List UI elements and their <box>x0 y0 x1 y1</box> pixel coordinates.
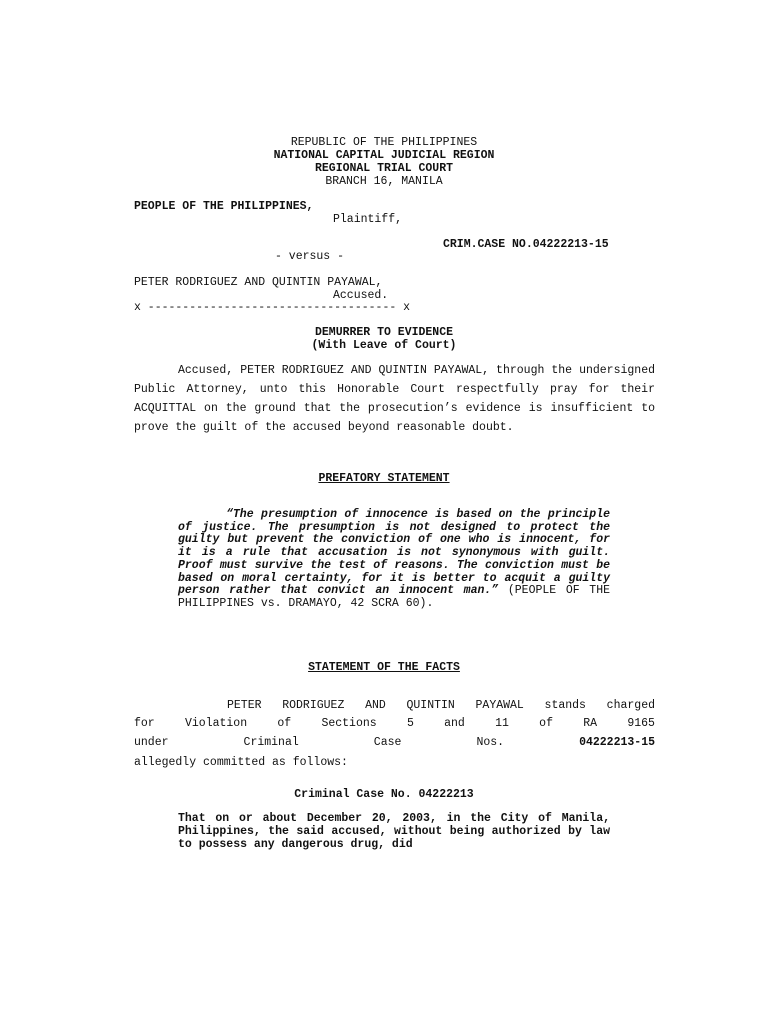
facts-line-3 <box>134 733 655 752</box>
quote-text: “The presumption of innocence is based on the principle of justice. The presumption is not designed to protect the guilty but prevent the conviction of one who is innocent, for it is a rule that accusation is not synonymous with guilt. Proof must survive the test of reasons. The conviction must be based on moral certainty, for it is better to acquit a guilty person rather that convict an innocent man.” <box>178 508 610 598</box>
document-title: DEMURRER TO EVIDENCE <box>314 326 454 339</box>
facts-heading: STATEMENT OF THE FACTS <box>308 661 460 674</box>
facts-line-2 <box>134 714 655 733</box>
facts-word: 11 <box>495 717 509 730</box>
quote-citation: (PEOPLE OF THE PHILIPPINES vs. DRAMAYO, 42 SCRA 60). <box>178 584 611 610</box>
versus-label: - versus - <box>275 250 345 263</box>
intro-paragraph: Accused, PETER RODRIGUEZ AND QUINTIN PAYAWAL, through the undersigned Public Attorney, unto this Honorable Court respectfully pray for their ACQUITTAL on the ground that the prosecution’s evidence is insufficient to prove the guilt of the accused beyond reasonable doubt. <box>134 364 655 434</box>
header-branch: BRANCH 16, MANILA <box>325 175 443 188</box>
accused-role: Accused. <box>333 289 389 302</box>
facts-word: Nos. <box>476 736 505 749</box>
facts-word: Case <box>373 736 402 749</box>
header-court: REGIONAL TRIAL COURT <box>314 162 454 175</box>
accused-names: PETER RODRIGUEZ AND QUINTIN PAYAWAL, <box>134 276 383 289</box>
facts-word: RA <box>583 717 598 730</box>
facts-case-number: 04222213-15 <box>579 736 655 749</box>
prefatory-heading: PREFATORY STATEMENT <box>318 472 450 485</box>
facts-word: of <box>277 717 292 730</box>
facts-word: 5 <box>406 717 414 730</box>
facts-word: of <box>539 717 553 730</box>
facts-word: Criminal <box>243 736 299 749</box>
case-number: CRIM.CASE NO.04222213-15 <box>443 238 609 251</box>
plaintiff-name: PEOPLE OF THE PHILIPPINES, <box>134 200 314 213</box>
caption-separator: x ------------------------------------ x <box>134 301 411 314</box>
criminal-case-heading: Criminal Case No. 04222213 <box>294 788 474 801</box>
header-republic: REPUBLIC OF THE PHILIPPINES <box>290 136 478 149</box>
prefatory-quote <box>178 509 610 611</box>
facts-line-4: allegedly committed as follows: <box>134 756 348 769</box>
facts-word: 9165 <box>627 717 655 730</box>
facts-word: and <box>444 717 465 730</box>
plaintiff-role: Plaintiff, <box>333 213 403 226</box>
facts-line-1: PETER RODRIGUEZ AND QUINTIN PAYAWAL stands charged <box>227 699 655 712</box>
facts-word: Violation <box>184 717 248 730</box>
criminal-case-text: That on or about December 20, 2003, in the City of Manila, Philippines, the said accused, without being authorized by law to possess any dangerous drug, did <box>178 812 610 851</box>
facts-word: under <box>134 736 169 749</box>
facts-word: for <box>134 717 155 730</box>
document-subtitle: (With Leave of Court) <box>311 339 457 352</box>
facts-word: Sections <box>321 717 377 730</box>
header-region: NATIONAL CAPITAL JUDICIAL REGION <box>273 149 495 162</box>
